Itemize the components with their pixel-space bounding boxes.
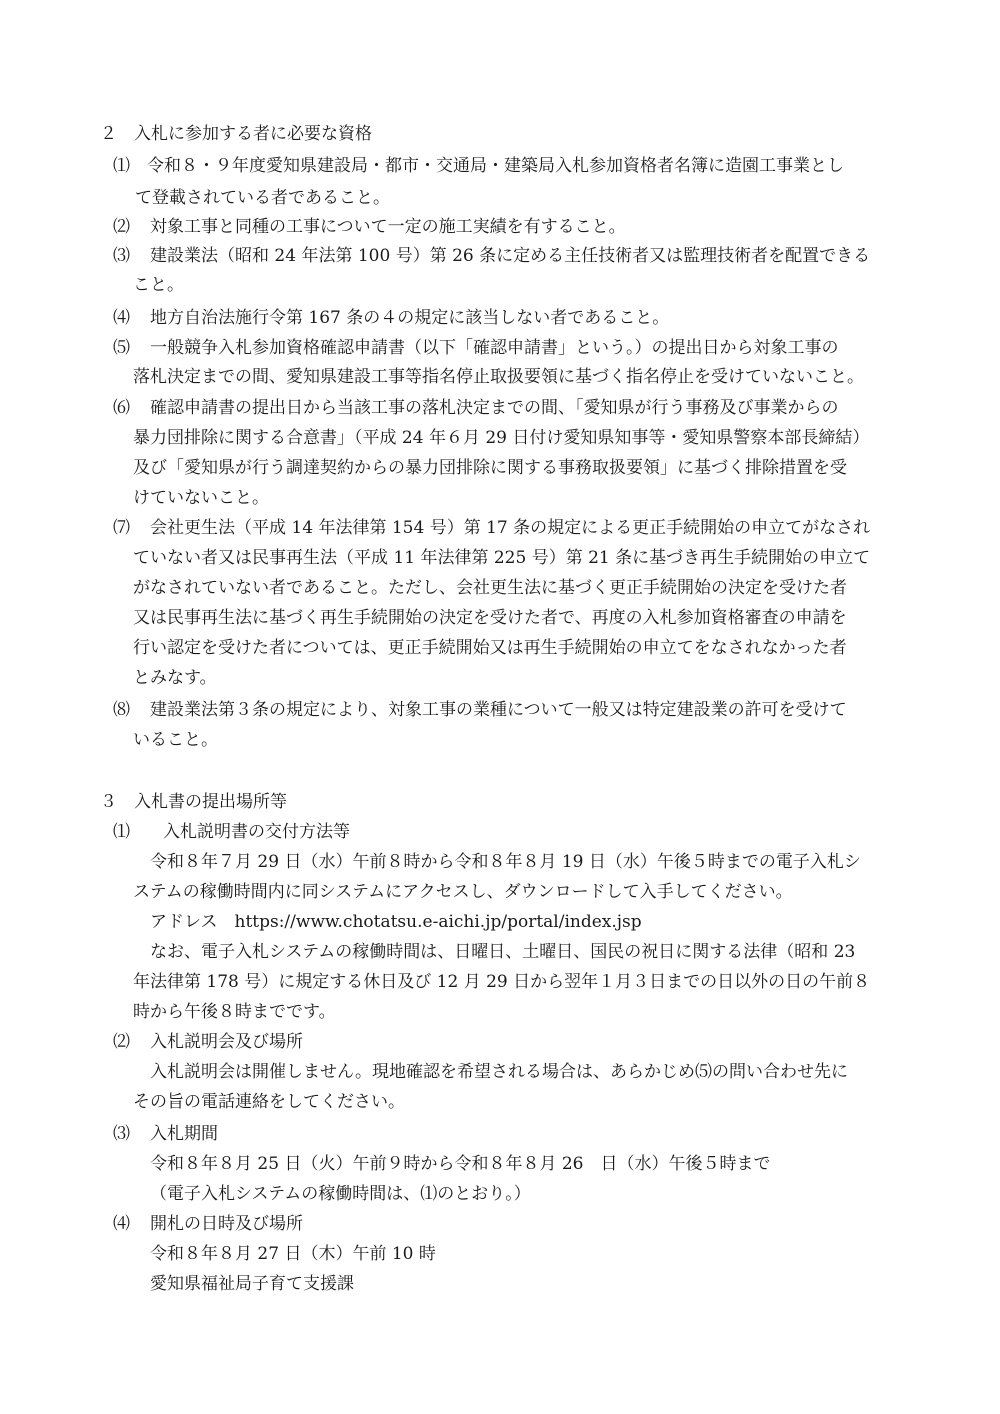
paragraph-line: 建設業法第３条の規定により、対象工事の業種について一般又は特定建設業の許可を受けて [150, 700, 847, 720]
paragraph-line: 建設業法（昭和 24 年法第 100 号）第 26 条に定める主任技術者又は監理技術者を配置できる [150, 246, 871, 266]
paragraph-line: （電子入札システムの稼働時間は、⑴のとおり。） [150, 1184, 531, 1204]
paragraph-line: 暴力団排除に関する合意書」（平成 24 年６月 29 日付け愛知県知事等・愛知県警察本部長締結） [133, 428, 870, 448]
item-number: ⑶ [113, 1124, 130, 1144]
item-number: ⑴ [113, 822, 130, 842]
item-title: 開札の日時及び場所 [150, 1214, 303, 1234]
paragraph-line: 地方自治法施行令第 167 条の４の規定に該当しない者であること。 [150, 308, 670, 328]
item-number: ⑷ [113, 308, 130, 328]
paragraph-line: 愛知県福祉局子育て支援課 [150, 1274, 354, 1294]
paragraph-line: ていない者又は民事再生法（平成 11 年法律第 225 号）第 21 条に基づき再生手続開始の申立て [133, 548, 871, 568]
paragraph-line: その旨の電話連絡をしてください。 [133, 1092, 405, 1112]
paragraph-line: 会社更生法（平成 14 年法律第 154 号）第 17 条の規定による更正手続開始の申立てがなされ [150, 518, 871, 538]
paragraph-line: 落札決定までの間、愛知県建設工事等指名停止取扱要領に基づく指名停止を受けていないこと。 [133, 367, 864, 387]
paragraph-line: て登載されている者であること。 [135, 188, 390, 208]
item-number: ⑵ [113, 1032, 130, 1052]
paragraph-line: 対象工事と同種の工事について一定の施工実績を有すること。 [150, 217, 626, 237]
item-number: ⑵ [113, 217, 130, 237]
paragraph-line: いること。 [133, 730, 218, 750]
paragraph-line: 又は民事再生法に基づく再生手続開始の決定を受けた者で、再度の入札参加資格審査の申請を [133, 608, 847, 628]
paragraph-line: 行い認定を受けた者については、更正手続開始又は再生手続開始の申立てをなされなかった者 [133, 638, 847, 658]
paragraph-line: 一般競争入札参加資格確認申請書（以下「確認申請書」という。）の提出日から対象工事の [150, 338, 839, 358]
paragraph-line: 令和８・９年度愛知県建設局・都市・交通局・建築局入札参加資格者名簿に造園工事業とし [147, 156, 844, 176]
section-3-heading: ３ 入札書の提出場所等 [100, 792, 287, 812]
paragraph-line: けていないこと。 [133, 488, 269, 508]
item-title: 入札説明書の交付方法等 [163, 822, 350, 842]
paragraph-line: こと。 [133, 275, 184, 295]
item-number: ⑸ [113, 338, 130, 358]
section-2-heading: ２ 入札に参加する者に必要な資格 [100, 124, 372, 144]
paragraph-line: とみなす。 [133, 668, 217, 688]
item-number: ⑻ [113, 700, 130, 720]
paragraph-line: 令和８年８月 27 日（木）午前 10 時 [150, 1244, 436, 1264]
paragraph-line: 年法律第 178 号）に規定する休日及び 12 月 29 日から翌年１月３日までの日以外の日の午前８ [133, 972, 871, 992]
paragraph-line: 令和８年７月 29 日（水）午前８時から令和８年８月 19 日（水）午後５時までの電子入札シ [150, 852, 861, 872]
item-title: 入札説明会及び場所 [150, 1032, 303, 1052]
portal-address: アドレス https://www.chotatsu.e-aichi.jp/portal/index.jsp [150, 912, 642, 932]
item-number: ⑴ [113, 156, 130, 176]
item-title: 入札期間 [150, 1124, 218, 1144]
paragraph-line: 確認申請書の提出日から当該工事の落札決定までの間、「愛知県が行う事務及び事業からの [150, 398, 839, 418]
paragraph-line: なお、電子入札システムの稼働時間は、日曜日、土曜日、国民の祝日に関する法律（昭和 23 [150, 942, 856, 962]
item-number: ⑷ [113, 1214, 130, 1234]
paragraph-line: 及び「愛知県が行う調達契約からの暴力団排除に関する事務取扱要領」に基づく排除措置を受 [133, 458, 847, 478]
paragraph-line: 時から午後８時までです。 [133, 1002, 336, 1022]
paragraph-line: ステムの稼働時間内に同システムにアクセスし、ダウンロードして入手してください。 [133, 882, 793, 902]
item-number: ⑺ [113, 518, 130, 538]
paragraph-line: がなされていない者であること。ただし、会社更生法に基づく更正手続開始の決定を受けた者 [133, 578, 847, 598]
item-number: ⑶ [113, 246, 130, 266]
item-number: ⑹ [113, 398, 130, 418]
paragraph-line: 入札説明会は開催しません。現地確認を希望される場合は、あらかじめ⑸の問い合わせ先に [150, 1062, 849, 1082]
paragraph-line: 令和８年８月 25 日（火）午前９時から令和８年８月 26 日（水）午後５時まで [150, 1154, 771, 1174]
